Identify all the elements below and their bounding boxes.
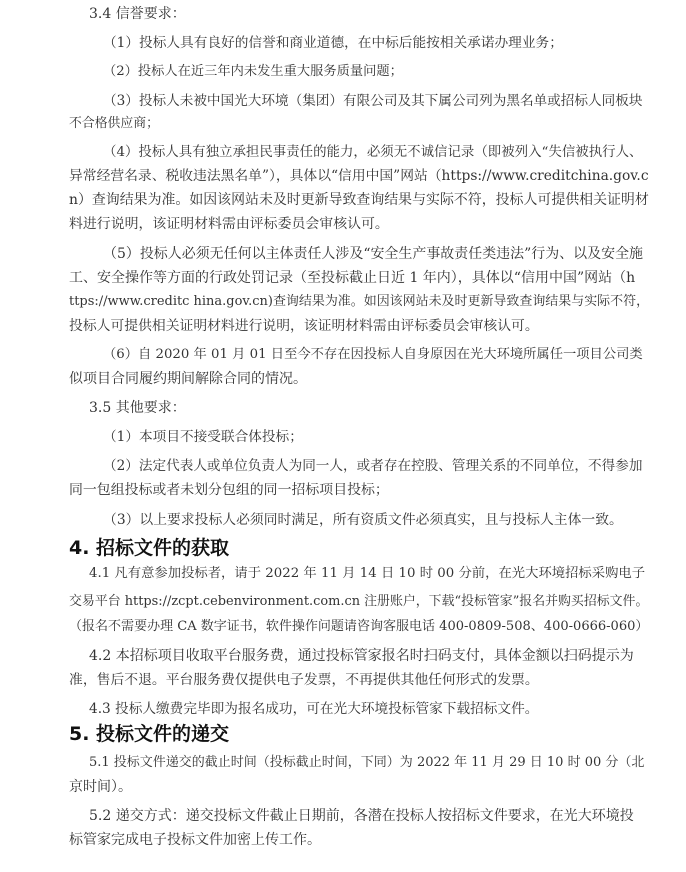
req-3-4-item-6-cont: 似项目合同履约期间解除合同的情况。 (69, 371, 307, 387)
req-3-4-item-1: （1）投标人具有良好的信誉和商业道德，在中标后能按相关承诺办理业务； (103, 35, 563, 51)
req-3-4-item-6: （6）自 2020 年 01 月 01 日至今不存在因投标人自身原因在光大环境所属任一项目公司类 (103, 347, 643, 362)
req-3-4-item-4-cont-3: 料进行说明，该证明材料需由评标委员会审核认可。 (69, 216, 389, 232)
req-3-4-item-5-cont-3: 投标人可提供相关证明材料进行说明，该证明材料需由评标委员会审核认可。 (69, 318, 539, 334)
section-5-2-line-1: 5.2 递交方式：递交投标文件截止日期前，各潜在投标人按招标文件要求，在光大环境投 (89, 808, 634, 824)
req-3-4-item-2: （2）投标人在近三年内未发生重大服务质量问题； (103, 64, 403, 79)
req-3-5-item-2-cont: 同一包组投标或者未划分包组的同一招标项目投标； (69, 482, 389, 498)
req-3-5-item-2: （2）法定代表人或单位负责人为同一人，或者存在控股、管理关系的不同单位，不得参加 (103, 458, 643, 474)
section-4-1-line-1: 4.1 凡有意参加投标者，请于 2022 年 11 月 14 日 10 时 00 分前，在光大环境招标采购电子 (89, 566, 646, 581)
req-3-4-item-4-cont-1: 异常经营名录、税收违法黑名单”），具体以“信用中国”网站（https://www.creditchina.gov.c (69, 168, 649, 184)
req-3-4-item-5: （5）投标人必须无任何以主体责任人涉及“安全生产事故责任类违法”行为、以及安全施 (103, 246, 644, 262)
section-4-1-line-2: 交易平台 https://zcpt.cebenvironment.com.cn 注册账户，下载“投标管家”报名并购买招标文件。 (69, 594, 649, 609)
section-3-4-title: 3.4 信誉要求： (89, 6, 186, 22)
section-4-1-line-3: （报名不需要办理 CA 数字证书，软件操作问题请咨询客服电话 400-0809-508、400-0666-060） (69, 619, 649, 634)
req-3-4-item-3: （3）投标人未被中国光大环境（集团）有限公司及其下属公司列为黑名单或招标人同板块 (103, 93, 643, 109)
section-4-2-line-1: 4.2 本招标项目收取平台服务费，通过投标管家报名时扫码支付，具体金额以扫码提示为 (89, 648, 634, 664)
req-3-4-item-5-cont-2: ttps://www.creditc hina.gov.cn)查询结果为准。如因该网站未及时更新导致查询结果与实际不符， (69, 294, 650, 309)
section-5-heading: 5. 投标文件的递交 (69, 723, 230, 745)
req-3-4-item-5-cont-1: 工、安全操作等方面的行政处罚记录（至投标截止日近 1 年内），具体以“信用中国”网站（h (69, 270, 636, 286)
req-3-4-item-4: （4）投标人具有独立承担民事责任的能力，必须无不诚信记录（即被列入“失信被执行人、 (103, 145, 643, 160)
section-5-1-line-1: 5.1 投标文件递交的截止时间（投标截止时间，下同）为 2022 年 11 月 29 日 10 时 00 分（北 (89, 755, 645, 770)
req-3-5-item-1: （1）本项目不接受联合体投标； (103, 429, 303, 445)
section-4-2-line-2: 准，售后不退。平台服务费仅提供电子发票，不再提供其他任何形式的发票。 (69, 672, 539, 688)
req-3-4-item-3-cont: 不合格供应商； (69, 116, 159, 131)
section-5-1-line-2: 京时间）。 (69, 779, 132, 795)
section-4-3-line-1: 4.3 投标人缴费完毕即为报名成功，可在光大环境投标管家下载招标文件。 (89, 701, 539, 717)
section-3-5-title: 3.5 其他要求： (89, 400, 186, 416)
section-4-heading: 4. 招标文件的获取 (69, 537, 230, 559)
req-3-5-item-3: （3）以上要求投标人必须同时满足，所有资质文件必须真实，且与投标人主体一致。 (103, 512, 623, 528)
section-5-2-line-2: 标管家完成电子投标文件加密上传工作。 (69, 832, 321, 848)
req-3-4-item-4-cont-2: n）查询结果为准。如因该网站未及时更新导致查询结果与实际不符，投标人可提供相关证明材 (69, 192, 649, 208)
